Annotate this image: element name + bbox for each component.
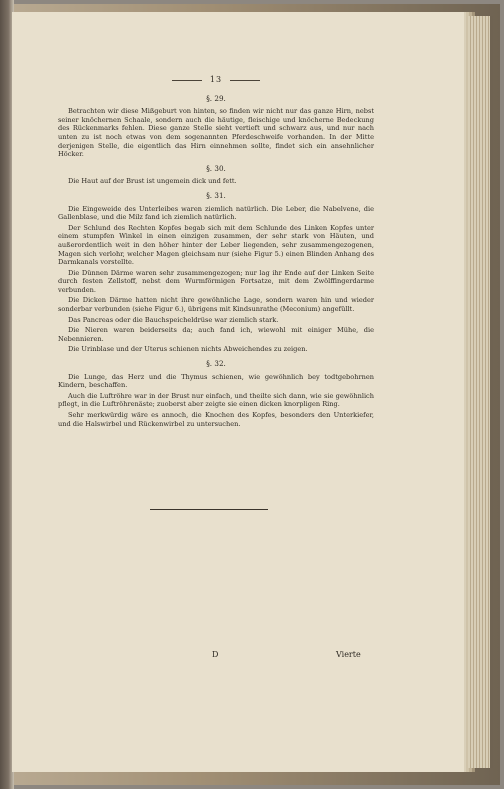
section-title: §. 32. xyxy=(206,359,226,369)
catchword: Vierte xyxy=(336,650,361,659)
paragraph: Die Dicken Därme hatten nicht ihre gewöhnliche Lage, sondern waren hin und wieder sonderbar verbunden (siehe Figur 6.), übrigens mit Kindsunrathe (Meconium) angefüllt. xyxy=(58,296,374,314)
paragraph: Betrachten wir diese Mißgeburt von hinten, so finden wir nicht nur das ganze Hirn, nebst seiner knöchernen Schaale, sondern auch die häutige, fleischige und knöcherne Bedeckung des Rückenmarks fehlen. Diese ganze Stelle sieht vertieft und schwarz aus, und nur nach unten zu ist noch etwas von dem sogenannten Pferdeschweife vorhanden. In der Mitte derjenigen Stelle, die eigentlich das Hirn einnehmen sollte, findet sich ein ansehnlicher Höcker. xyxy=(58,107,374,159)
page-edges xyxy=(468,16,493,768)
section-30 xyxy=(58,165,374,186)
paragraph: Das Pancreas oder die Bauchspeicheldrüse war ziemlich stark. xyxy=(68,315,279,324)
paragraph: Auch die Luftröhre war in der Brust nur einfach, und theilte sich dann, wie sie gewöhnlich pflegt, in die Luftröhrenäste; zuoberst aber zeigte sie einen dicken knorpligen Ring. xyxy=(58,391,374,409)
paragraph: Die Haut auf der Brust ist ungemein dick und fett. xyxy=(68,177,237,186)
section-29 xyxy=(58,95,374,159)
section-title: §. 30. xyxy=(206,163,226,173)
paragraph: Die Dünnen Därme waren sehr zusammengezogen; nur lag ihr Ende auf der Linken Seite durch festen Zellstoff, nebst dem Wurmförmigen Fortsatze, mit dem Zwölffingerdarme verbunden. xyxy=(58,268,374,294)
paragraph: Der Schlund des Rechten Kopfes begab sich mit dem Schlunde des Linken Kopfes unter einem stumpfen Winkel in einen einzigen zusammen, der sehr stark von Häuten, und außerordentlich weit in den höher hinter der Leber liegenden, sehr zusammengezogenen, Magen sich verlohr, welcher Magen gleichsam nur (siehe Figur 5.) einen Blinden Anhang des Darmkanals vorstellte. xyxy=(58,223,374,267)
signature-mark: D xyxy=(212,650,219,659)
end-rule xyxy=(150,509,268,510)
paragraph: Die Eingeweide des Unterleibes waren ziemlich natürlich. Die Leber, die Nabelvene, die Gallenblase, und die Milz fand ich ziemlich natürlich. xyxy=(58,204,374,222)
paragraph: Sehr merkwürdig wäre es annoch, die Knochen des Kopfes, besonders den Unterkiefer, und die Halswirbel und Rückenwirbel zu untersuchen. xyxy=(58,411,374,428)
section-31 xyxy=(58,192,374,354)
paragraph: Die Nieren waren beiderseits da; auch fand ich, wiewohl mit einiger Mühe, die Nebennieren. xyxy=(58,326,374,343)
page-number: 13 xyxy=(209,75,223,84)
paragraph: Die Lunge, das Herz und die Thymus schienen, wie gewöhnlich bey todtgebohrnen Kindern, beschaffen. xyxy=(58,372,374,390)
page-text-block xyxy=(58,76,374,430)
section-32 xyxy=(58,360,374,428)
section-title: §. 29. xyxy=(206,93,226,103)
header-rule-right xyxy=(230,80,260,81)
section-title: §. 31. xyxy=(206,190,226,200)
page-header xyxy=(58,76,374,85)
header-rule-left xyxy=(172,80,202,81)
paragraph: Die Urinblase und der Uterus schienen nichts Abweichendes zu zeigen. xyxy=(68,345,308,354)
